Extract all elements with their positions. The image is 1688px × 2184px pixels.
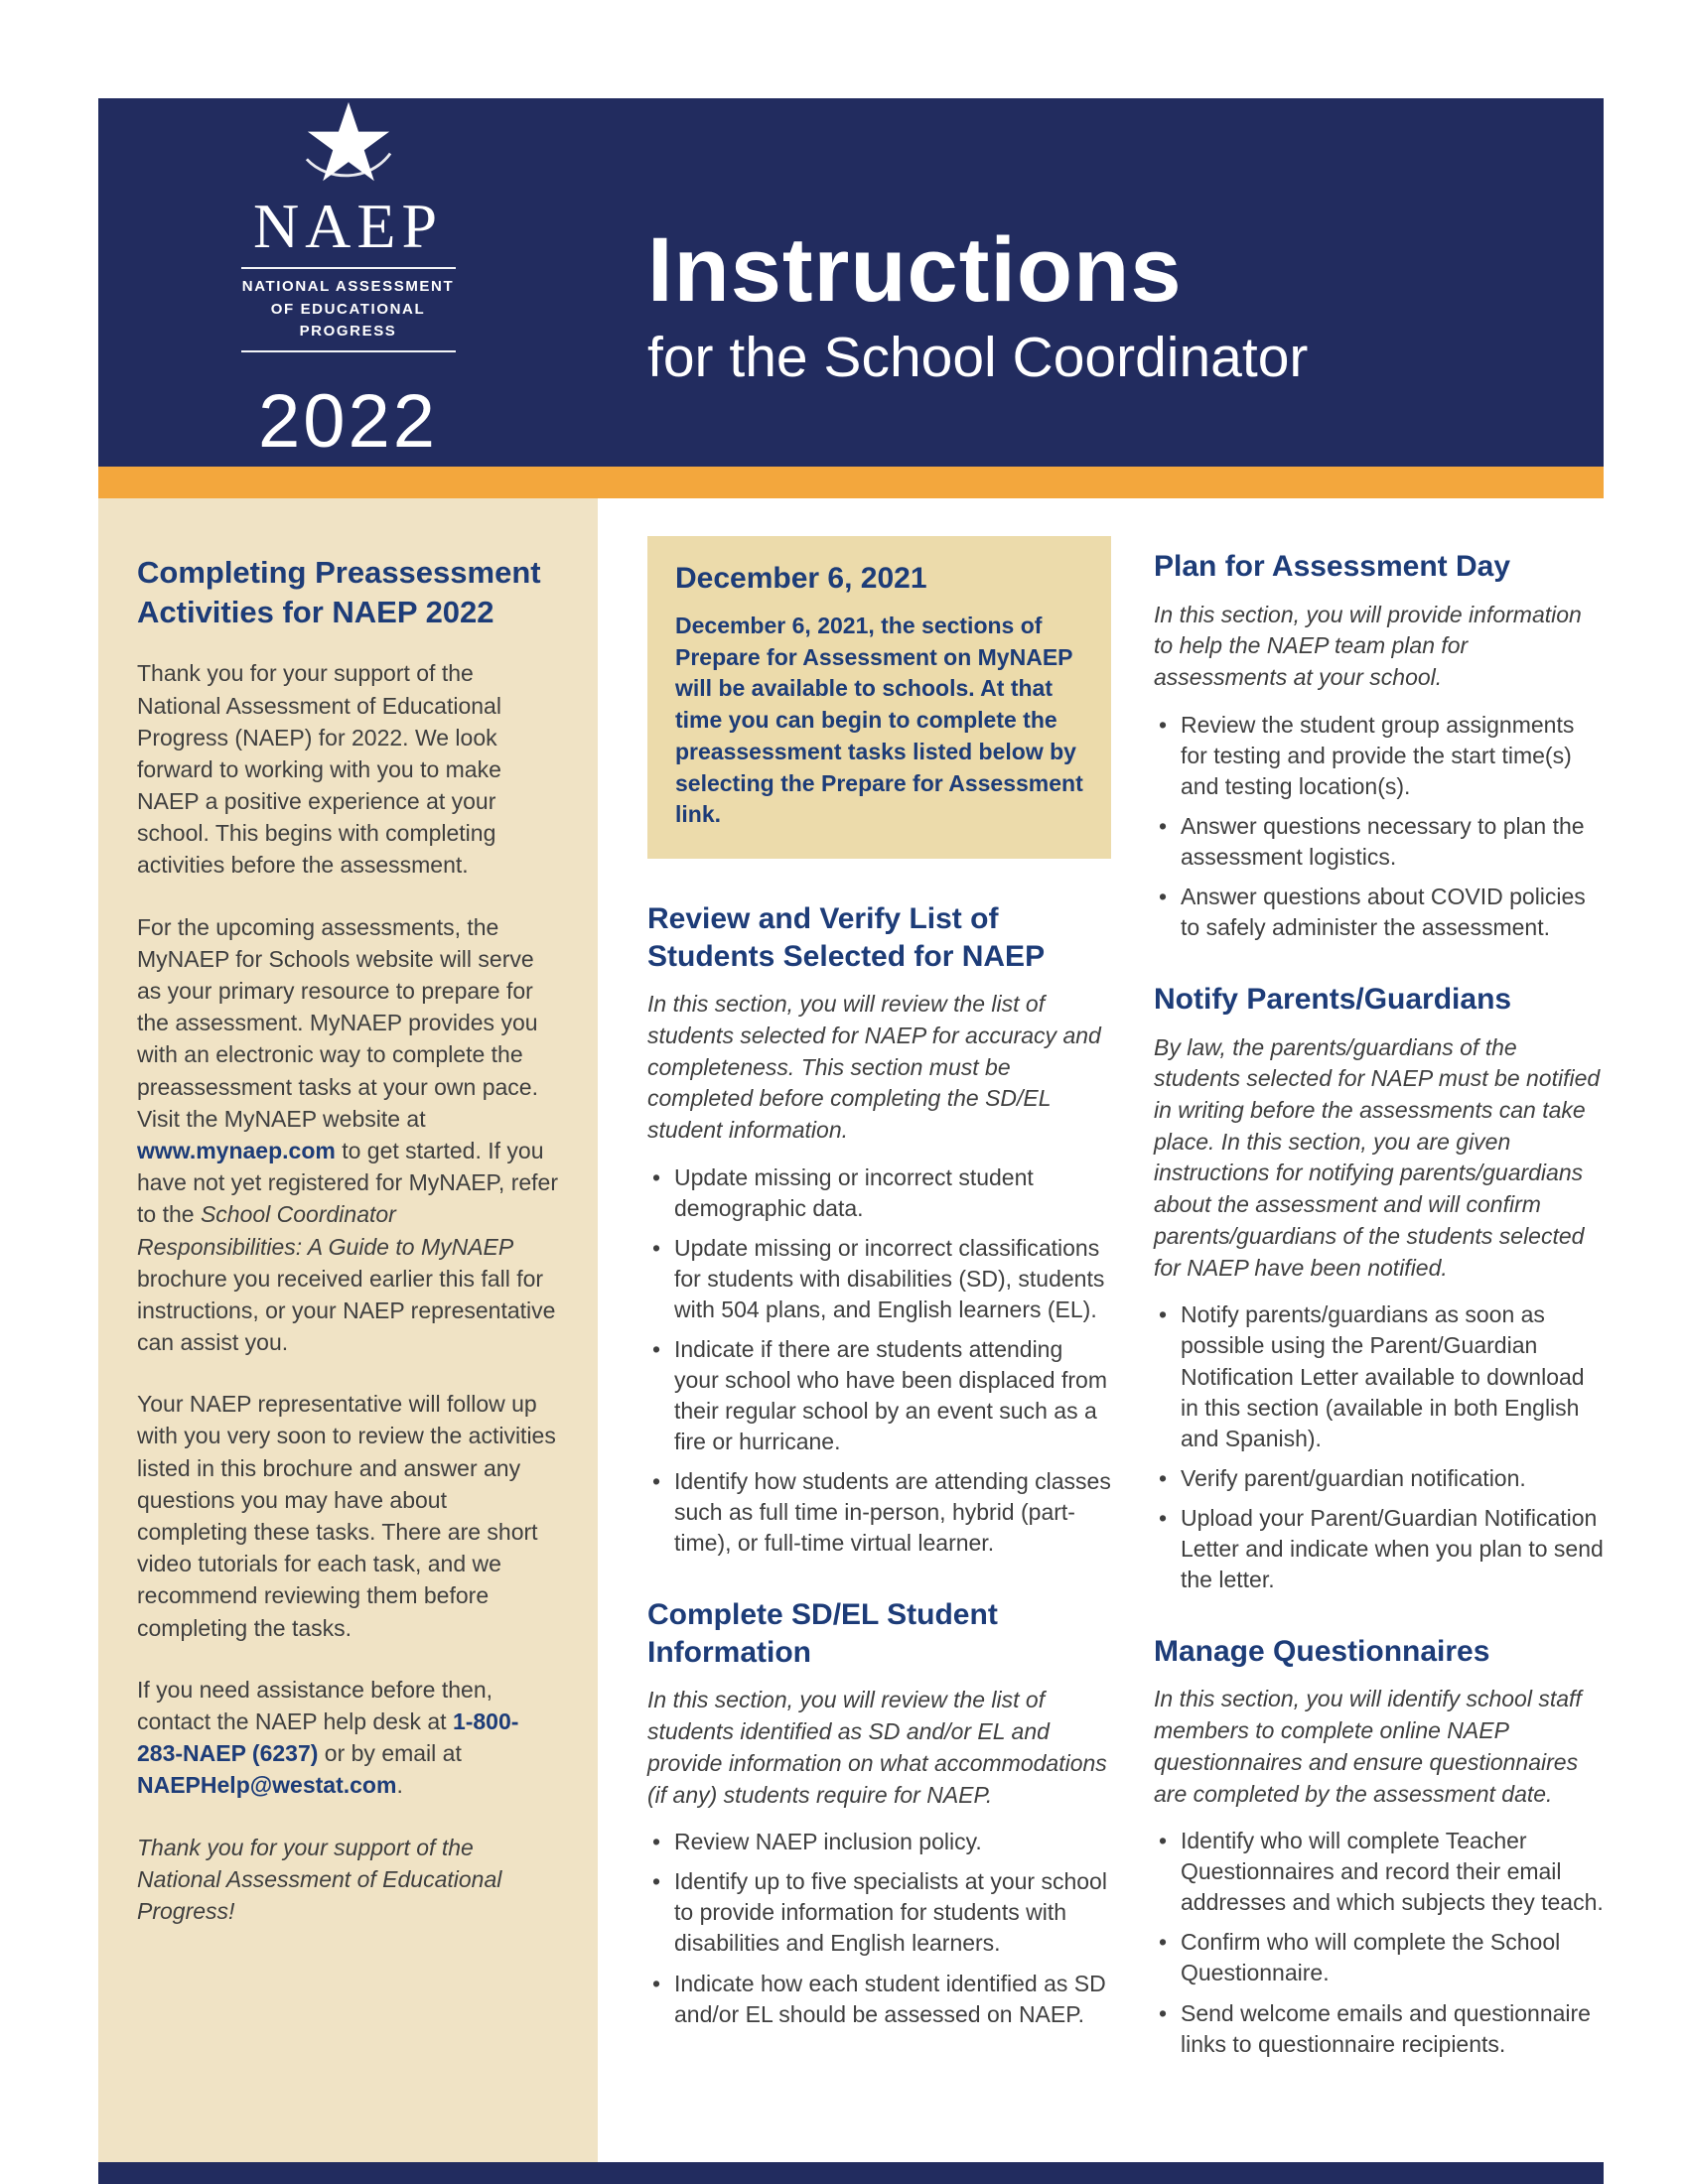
section-intro: In this section, you will review the list of students identified as SD and/or EL and provide information on what accommodations (if any) students require for NAEP. xyxy=(647,1687,1107,1808)
callout-heading: December 6, 2021 xyxy=(675,562,927,595)
logo-org-name xyxy=(242,276,454,343)
logo-divider-bottom xyxy=(241,350,456,352)
accent-bar xyxy=(98,467,1604,498)
section-plan-assessment-day xyxy=(1154,548,1604,943)
bullet-item: • Confirm who will complete the School Questionnaire. xyxy=(1154,1927,1604,1988)
left-column xyxy=(98,498,598,2162)
text-run: 1-800-283-NAEP (6237) xyxy=(137,1707,519,1767)
intro-heading: Completing Preassessment Activities for NAEP 2022 xyxy=(137,555,541,629)
bullet-list xyxy=(1154,1826,1604,2059)
title-block xyxy=(647,98,1308,467)
text-run: to get started. If you have not yet registered for MyNAEP, refer to the xyxy=(137,1137,558,1228)
bullet-item: • Identify how students are attending classes such as full time in-person, hybrid (part-time), or full-time virtual learner. xyxy=(647,1466,1111,1559)
footer-bar xyxy=(98,2162,1604,2184)
bullet-item: • Indicate if there are students attending your school who have been displaced from their regular school by an event such as a fire or hurricane. xyxy=(647,1334,1111,1457)
bullet-item: • Identify who will complete Teacher Questionnaires and record their email addresses and which subjects they teach. xyxy=(1154,1826,1604,1918)
text-run: Your NAEP representative will follow up with you very soon to review the activities listed in this brochure and answer any questions you may have about completing these tasks. There are short video tutorials for each task, and we recommend reviewing them before completing the tasks. xyxy=(137,1391,556,1641)
text-run: or by email at xyxy=(318,1740,462,1767)
middle-column xyxy=(647,536,1111,2068)
text-run: www.mynaep.com xyxy=(137,1137,336,1163)
section-review-verify-students xyxy=(647,900,1111,1559)
date-callout-box xyxy=(647,536,1111,859)
text-run: brochure you received earlier this fall for instructions, or your NAEP representative can assist you. xyxy=(137,1265,556,1356)
bullet-item: • Review the student group assignments for testing and provide the start time(s) and testing location(s). xyxy=(1154,710,1604,802)
logo-org-line: NATIONAL ASSESSMENT xyxy=(241,278,455,296)
section-heading: Review and Verify List of Students Selected for NAEP xyxy=(647,902,1046,973)
logo-org-line: PROGRESS xyxy=(299,323,397,341)
bullet-item: • Identify up to five specialists at your school to provide information for students with disabilities and English learners. xyxy=(647,1866,1111,1959)
intro-paragraph-2 xyxy=(137,911,559,1359)
text-run: If you need assistance before then, contact the NAEP help desk at xyxy=(137,1676,493,1734)
bullet-item: • Send welcome emails and questionnaire links to questionnaire recipients. xyxy=(1154,1998,1604,2060)
bullet-item: • Answer questions about COVID policies to safely administer the assessment. xyxy=(1154,882,1604,943)
bullet-list xyxy=(1154,710,1604,943)
page-subtitle: for the School Coordinator xyxy=(647,326,1309,389)
section-intro: In this section, you will provide information to help the NAEP team plan for assessments at your school. xyxy=(1154,601,1582,690)
bullet-item: • Indicate how each student identified as SD and/or EL should be assessed on NAEP. xyxy=(647,1969,1111,2030)
section-notify-parents-guardians xyxy=(1154,981,1604,1595)
section-heading: Notify Parents/Guardians xyxy=(1154,983,1512,1017)
bullet-item: • Upload your Parent/Guardian Notification Letter and indicate when you plan to send the letter. xyxy=(1154,1503,1604,1595)
section-intro: In this section, you will review the list of students selected for NAEP for accuracy and completeness. This section must be completed before completing the SD/EL student information. xyxy=(647,991,1101,1144)
bullet-list xyxy=(647,1162,1111,1560)
bullet-item: • Update missing or incorrect classifications for students with disabilities (SD), students with 504 plans, and English learners (EL). xyxy=(647,1233,1111,1325)
bullet-list xyxy=(1154,1299,1604,1594)
callout-body: December 6, 2021, the sections of Prepare for Assessment on MyNAEP will be available to schools. At that time you can begin to complete the preassessment tasks listed below by selecting the Prepare for Assessment link. xyxy=(675,613,1083,828)
bullet-item: • Review NAEP inclusion policy. xyxy=(647,1827,1111,1857)
section-heading: Complete SD/EL Student Information xyxy=(647,1598,998,1669)
section-manage-questionnaires xyxy=(1154,1633,1604,2060)
right-column xyxy=(1154,548,1604,2098)
section-complete-sdel-info xyxy=(647,1596,1111,2029)
star-icon xyxy=(301,100,396,193)
intro-paragraph-4 xyxy=(137,1674,559,1802)
text-run: Thank you for your support of the National Assessment of Educational Progress (NAEP) for 2022. We look forward to working with you to make NAEP a positive experience at your school. This begins with completing activities before the assessment. xyxy=(137,660,501,879)
section-heading: Manage Questionnaires xyxy=(1154,1634,1490,1668)
bullet-item: • Notify parents/guardians as soon as possible using the Parent/Guardian Notification Letter available to download in this section (available in both English and Spanish). xyxy=(1154,1299,1604,1453)
logo-org-line: OF EDUCATIONAL xyxy=(270,300,426,318)
text-run: For the upcoming assessments, the MyNAEP for Schools website will serve as your primary resource to prepare for the assessment. MyNAEP provides you with an electronic way to complete the preassessment tasks at your own pace. Visit the MyNAEP website at xyxy=(137,913,538,1132)
section-heading: Plan for Assessment Day xyxy=(1154,550,1511,583)
logo-divider-top xyxy=(241,267,456,269)
page-title: Instructions xyxy=(647,219,1183,321)
intro-paragraph-1 xyxy=(137,657,559,881)
text-run: School Coordinator Responsibilities: A Guide to MyNAEP xyxy=(137,1201,514,1260)
section-intro: By law, the parents/guardians of the students selected for NAEP must be notified in writing before the assessments can take place. In this section, you are given instructions for notifying parents/guardians about the assessment and will confirm parents/guardians of the students selected for NAEP have been notified. xyxy=(1154,1033,1601,1281)
logo-acronym: NAEP xyxy=(252,191,444,262)
naep-logo xyxy=(98,98,598,467)
bullet-list xyxy=(647,1827,1111,2029)
section-intro: In this section, you will identify school staff members to complete online NAEP questionnaires and ensure questionnaires are completed by the assessment date. xyxy=(1154,1686,1582,1807)
logo-year: 2022 xyxy=(257,378,439,464)
intro-paragraph-5: Thank you for your support of the National Assessment of Educational Progress! xyxy=(137,1834,502,1924)
header-banner xyxy=(98,98,1604,467)
intro-paragraph-3 xyxy=(137,1388,559,1644)
bullet-item: • Verify parent/guardian notification. xyxy=(1154,1463,1604,1494)
text-run: . xyxy=(396,1772,403,1799)
bullet-item: • Answer questions necessary to plan the assessment logistics. xyxy=(1154,811,1604,873)
text-run: NAEPHelp@westat.com xyxy=(137,1772,397,1799)
bullet-item: • Update missing or incorrect student demographic data. xyxy=(647,1162,1111,1224)
